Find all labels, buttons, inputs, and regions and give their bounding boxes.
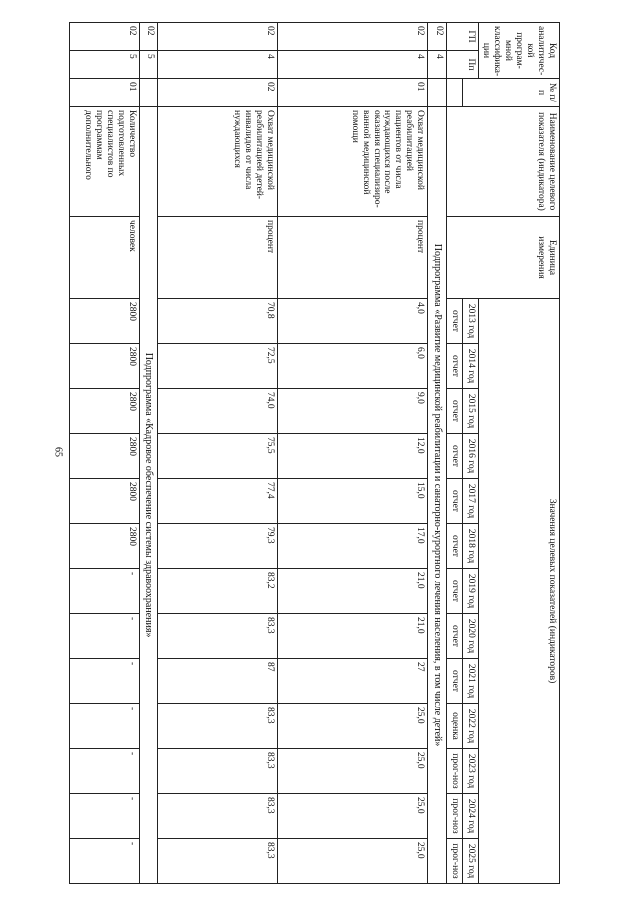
value-cell: 25,0: [278, 749, 428, 794]
value-cell: 27: [278, 659, 428, 704]
year-header: 2014 год: [462, 344, 478, 389]
subprogram-row: [428, 23, 447, 884]
status-header: оценка: [446, 704, 462, 749]
pp-cell: 4: [428, 51, 447, 79]
year-header: 2016 год: [462, 434, 478, 479]
value-cell: 87: [158, 659, 278, 704]
blank-cell: [139, 79, 158, 107]
year-header: 2021 год: [462, 659, 478, 704]
index-cell: 02: [158, 79, 278, 107]
value-cell: 83,2: [158, 569, 278, 614]
status-header: отчет: [446, 524, 462, 569]
pp-cell: 4: [158, 51, 278, 79]
table-row: [69, 23, 139, 884]
status-header: отчет: [446, 389, 462, 434]
status-header: отчет: [446, 614, 462, 659]
value-cell: 25,0: [278, 794, 428, 839]
table-row: [158, 23, 278, 884]
status-header: прог-ноз: [446, 839, 462, 884]
value-cell: 74,0: [158, 389, 278, 434]
value-cell: 21,0: [278, 569, 428, 614]
status-header: отчет: [446, 299, 462, 344]
value-cell: 9,0: [278, 389, 428, 434]
subprogram-title: Подпрограмма «Кадровое обеспечение системы здравоохранения»: [139, 107, 158, 884]
blank-cell: [428, 79, 447, 107]
year-header: 2017 год: [462, 479, 478, 524]
year-header: 2022 год: [462, 704, 478, 749]
index-header-blank: [446, 79, 462, 107]
value-cell: 75,5: [158, 434, 278, 479]
value-cell: 72,5: [158, 344, 278, 389]
value-cell: 70,8: [158, 299, 278, 344]
value-cell: 83,3: [158, 704, 278, 749]
year-header: 2019 год: [462, 569, 478, 614]
indicator-name: Количество подготовленных специалистов по программам дополнительного: [69, 107, 139, 217]
year-header: 2018 год: [462, 524, 478, 569]
status-header: отчет: [446, 569, 462, 614]
unit-cell: человек: [69, 217, 139, 299]
value-cell: 2800: [69, 524, 139, 569]
value-cell: 25,0: [278, 839, 428, 884]
indicators-table: [69, 22, 560, 884]
indicator-name-header: Наименование целевого показателя (индикатора): [446, 107, 559, 217]
unit-cell: процент: [158, 217, 278, 299]
year-header: 2020 год: [462, 614, 478, 659]
rotated-table-wrapper: [80, 22, 560, 882]
value-cell: 15,0: [278, 479, 428, 524]
subprogram-title: Подпрограмма «Развитие медицинской реабилитации и санаторно-курортного лечения населения, в том числе детей»: [428, 107, 447, 884]
value-cell: 2800: [69, 434, 139, 479]
pp-cell: 5: [69, 51, 139, 79]
value-cell: -: [69, 749, 139, 794]
value-cell: -: [69, 839, 139, 884]
value-cell: -: [69, 569, 139, 614]
value-cell: 2800: [69, 344, 139, 389]
gp-header: ГП: [446, 23, 478, 51]
value-cell: -: [69, 659, 139, 704]
status-header: отчет: [446, 479, 462, 524]
values-group-header: Значения целевых показателей (индикаторов): [478, 299, 559, 884]
value-cell: 2800: [69, 299, 139, 344]
value-cell: -: [69, 614, 139, 659]
value-cell: -: [69, 704, 139, 749]
value-cell: 79,3: [158, 524, 278, 569]
pp-cell: 4: [278, 51, 428, 79]
value-cell: 21,0: [278, 614, 428, 659]
value-cell: 25,0: [278, 704, 428, 749]
subprogram-row: [139, 23, 158, 884]
gp-cell: 02: [428, 23, 447, 51]
gp-cell: 02: [69, 23, 139, 51]
status-header: отчет: [446, 659, 462, 704]
page-number: 65: [52, 447, 64, 457]
gp-cell: 02: [158, 23, 278, 51]
indicator-name: Охват медицинской реабилитацией пациентов от числа нуждающихся после оказания специализиро-ванной медицинской помощи: [278, 107, 428, 217]
value-cell: 77,4: [158, 479, 278, 524]
value-cell: 17,0: [278, 524, 428, 569]
value-cell: 2800: [69, 479, 139, 524]
year-header: 2013 год: [462, 299, 478, 344]
index-cell: 01: [69, 79, 139, 107]
year-header: 2025 год: [462, 839, 478, 884]
table-row: [278, 23, 428, 884]
status-header: отчет: [446, 344, 462, 389]
index-cell: 01: [278, 79, 428, 107]
value-cell: 4,0: [278, 299, 428, 344]
value-cell: -: [69, 794, 139, 839]
year-header: 2023 год: [462, 749, 478, 794]
value-cell: 2800: [69, 389, 139, 434]
value-cell: 83,3: [158, 614, 278, 659]
status-header: отчет: [446, 434, 462, 479]
gp-cell: 02: [278, 23, 428, 51]
value-cell: 83,3: [158, 749, 278, 794]
pp-header: Пп: [446, 51, 478, 79]
gp-cell: 02: [139, 23, 158, 51]
unit-cell: процент: [278, 217, 428, 299]
index-header: № п/п: [462, 79, 559, 107]
indicator-name: Охват медицинской реабилитацией детей-инвалидов от числа нуждающихся: [158, 107, 278, 217]
value-cell: 83,3: [158, 839, 278, 884]
pp-cell: 5: [139, 51, 158, 79]
status-header: прог-ноз: [446, 794, 462, 839]
unit-header: Единица измерения: [446, 217, 559, 299]
value-cell: 6,0: [278, 344, 428, 389]
year-header: 2015 год: [462, 389, 478, 434]
value-cell: 83,3: [158, 794, 278, 839]
status-header: прог-ноз: [446, 749, 462, 794]
code-group-header: Код аналитичес-кой програм-мной классифика-ции: [478, 23, 559, 79]
value-cell: 12,0: [278, 434, 428, 479]
year-header: 2024 год: [462, 794, 478, 839]
